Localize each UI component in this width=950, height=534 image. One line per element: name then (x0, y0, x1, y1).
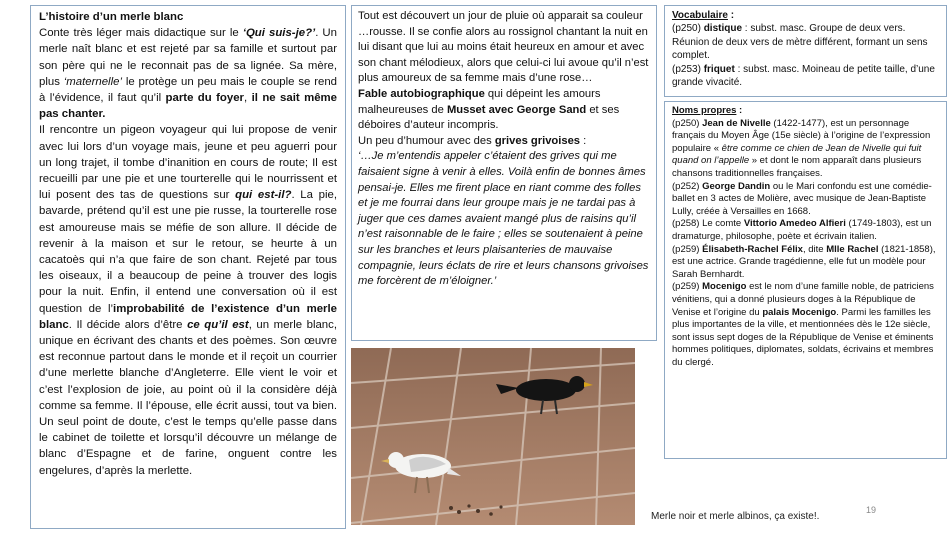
story-column (30, 5, 346, 529)
vocabulary-entry: (p253) friquet : subst. masc. Moineau de petite taille, d’une grande vivacité. (672, 63, 935, 89)
birds-photo-image (351, 348, 635, 525)
story-paragraph-2: Il rencontre un pigeon voyageur qui lui propose de venir avec lui lors d’un voyage mais, jeune et peu aguerri pour un long trajet, il tombe d’inanition en cours de route; Il est recueilli par une pie et une tourterelle qui le nourrissent et lui posent des tas de questions sur qui est-il?. La pie, bavarde, prétend qu’il est une pie russe, la tourterelle rose est amoureuse mais se méfie de son allure. Il décide de revenir à la maison et sur le retour, se heurte à un cacatoès qui n’a que faire de son chant. Rejeté par tous les oiseaux, il a beaucoup de peine à trouver des logis pour la nuit. Enfin, il entend une conversation où il est question de l’improbabilité de l’existence d’un merle blanc. Il décide alors d’être ce qu’il est, un merle blanc, unique en écrivant des chants et des poèmes. Son œuvre est reconnue partout dans le monde et il reçoit un courrier d’une merlette blanche d’Angleterre. Elle vient le voir et c’est l’explosion de joie, au point où il la considère déjà comme sa femme. Il l’épouse, elle écrit aussi, tout va bien. Un seul point de doute, c’est le temps qu’elle passe dans le cabinet de toilette et lorsqu’il découvre un mélange de blanc d’Espagne et de farine, onguent contre les engelures, d’après la merlette. (39, 124, 338, 477)
vocabulary-heading: Vocabulaire : (672, 10, 735, 21)
commentary-paragraph-2: Fable autobiographique qui dépeint les amours malheureuses de Musset avec George Sand et ses déboires d’auteur incompris. (358, 87, 620, 132)
proper-name-entry: (p252) George Dandin ou le Mari confondu est une comédie-ballet en 3 actes de Molière, avec musique de Jean-Baptiste Lully, créée à Versailles en 1668. (672, 180, 932, 217)
proper-names-box (664, 101, 947, 459)
story-title: L’histoire d’un merle blanc (39, 11, 184, 23)
proper-name-entry: (p259) Mocenigo est le nom d’une famille noble, de patriciens vénitiens, qui a donné plusieurs doges à la République de Venise et l’origine du palais Mocenigo. Parmi les familles les plus importantes de la ville, et mentionnées dès le 12e siècle, sont issus sept doges de la République de Venise et éminents hommes politiques, diplomates, soldats, écrivains et membres du clergé. (672, 281, 934, 368)
story-paragraph-1: Conte très léger mais didactique sur le ‘Qui suis-je?’. Un merle naît blanc et est rejeté par sa famille et surtout par son père qui ne le reconnait pas de sa lignée. Sa mère, plus ‘maternelle’ le protège un peu mais le couple se rend à l’évidence, il faut qu’il parte du foyer, il ne sait même pas chanter. (39, 27, 337, 121)
birds-photo (351, 348, 635, 525)
page-number: 19 (866, 505, 877, 515)
commentary-paragraph-1: Tout est découvert un jour de pluie où apparait sa couleur …rousse. Il se confie alors au rossignol chantant la nuit en lui disant que lui au moins était heureux en amour et avec son chant mélodieux, alors que celui-ci lui avoue qu’il n’est plus amoureux de sa femme mais d’une rose… (358, 10, 649, 85)
proper-name-entry: (p259) Élisabeth-Rachel Félix, dite Mlle Rachel (1821-1858), est une actrice. Grande tragédienne, elle fut un modèle pour Sarah Bernhardt. (672, 243, 936, 280)
photo-caption: Merle noir et merle albinos, ça existe!. (651, 511, 820, 522)
commentary-paragraph-3: Un peu d’humour avec des grives grivoises : (358, 134, 587, 147)
proper-name-entry: (p258) Le comte Vittorio Amedeo Alfieri (1749-1803), est un dramaturge, philosophe, poète et écrivain italien. (672, 218, 932, 242)
quote-block: ‘…Je m’entendis appeler c’étaient des grives qui me faisaient signe à venir à elles. Voilà enfin de bonnes âmes pensai-je. Elles me firent place en riant comme des folles et je me fourrai dans leur groupe mais je ne tardai pas à juger que ces dames avaient mangé plus de raisins qu’il n’est raisonnable de le faire ; elles se soutenaient à peine sur les branches et leurs plaisanteries de mauvaise compagnie, leurs éclats de rire et leurs chansons grivoises me forcèrent de m’éloigner.’ (358, 150, 649, 288)
vocabulary-box (664, 5, 947, 97)
proper-name-entry: (p250) Jean de Nivelle (1422-1477), est un personnage français du Moyen Âge (15e siècle) à l’origine de l’expression populaire « être comme ce chien de Jean de Nivelle qui fuit quand on l’appelle » et dont le nom apparaît dans plusieurs chansons traditionnelles françaises. (672, 117, 931, 179)
commentary-column (351, 5, 657, 341)
vocabulary-entry: (p250) distique : subst. masc. Groupe de deux vers. Réunion de deux vers de mètre différent, formant un sens complet. (672, 23, 928, 62)
proper-names-heading: Noms propres : (672, 105, 743, 116)
